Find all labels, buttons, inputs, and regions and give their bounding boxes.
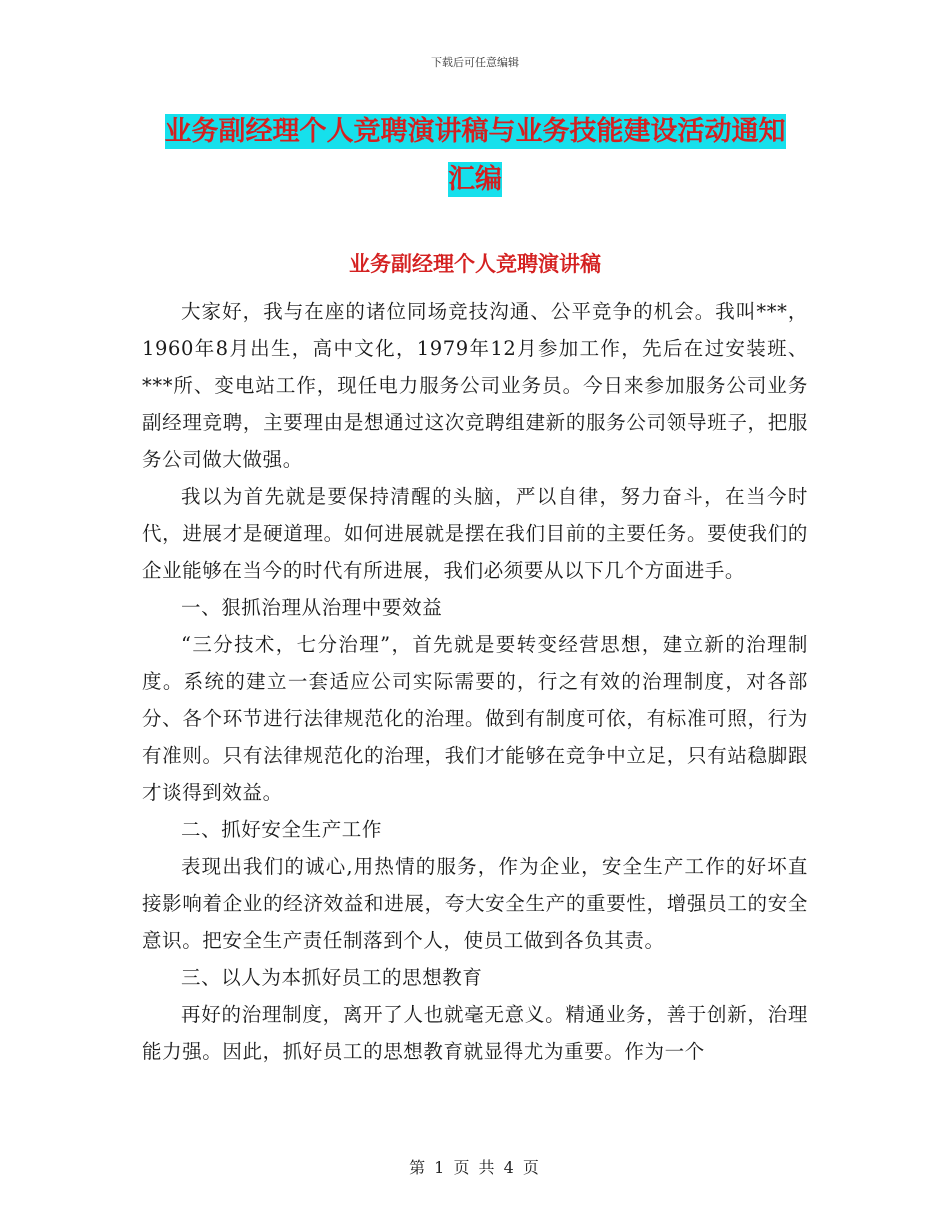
document-title (140, 108, 810, 204)
paragraph: “三分技术，七分治理”，首先就是要转变经营思想，建立新的治理制度。系统的建立一套适应公司实际需要的，行之有效的治理制度，对各部分、各个环节进行法律规范化的治理。做到有制度可依，有标准可照，行为有准则。只有法律规范化的治理，我们才能够在竞争中立足，只有站稳脚跟才谈得到效益。 (142, 633, 808, 804)
paragraph: 表现出我们的诚心,用热情的服务，作为企业，安全生产工作的好坏直接影响着企业的经济效益和进展，夸大安全生产的重要性，增强员工的安全意识。把安全生产责任制落到个人，使员工做到各负其责。 (142, 855, 808, 952)
paragraph: 大家好，我与在座的诸位同场竞技沟通、公平竞争的机会。我叫***，1960年8月出生，高中文化，1979年12月参加工作，先后在过安装班、***所、变电站工作，现任电力服务公司业务员。今日来参加服务公司业务副经理竞聘，主要理由是想通过这次竞聘组建新的服务公司领导班子，把服务公司做大做强。 (142, 300, 808, 471)
section-title: 业务副经理个人竞聘演讲稿 (349, 252, 601, 276)
paragraph: 我以为首先就是要保持清醒的头脑，严以自律，努力奋斗，在当今时代，进展才是硬道理。如何进展就是摆在我们目前的主要任务。要使我们的企业能够在当今的时代有所进展，我们必须要从以下几个方面进手。 (142, 485, 808, 582)
document-body (142, 293, 808, 1070)
paragraph: 再好的治理制度，离开了人也就毫无意义。精通业务，善于创新，治理能力强。因此，抓好员工的思想教育就显得尤为重要。作为一个 (142, 1003, 808, 1063)
paragraph-heading: 三、以人为本抓好员工的思想教育 (181, 966, 483, 989)
document-title-line-1: 业务副经理个人竞聘演讲稿与业务技能建设活动通知 (164, 116, 786, 147)
paragraph-heading: 一、狠抓治理从治理中要效益 (181, 596, 443, 619)
header-note: 下载后可任意编辑 (431, 56, 519, 69)
paragraph-heading: 二、抓好安全生产工作 (181, 818, 383, 841)
page-footer: 第 1 页 共 4 页 (409, 1158, 541, 1177)
document-title-line-2: 汇编 (448, 164, 502, 195)
